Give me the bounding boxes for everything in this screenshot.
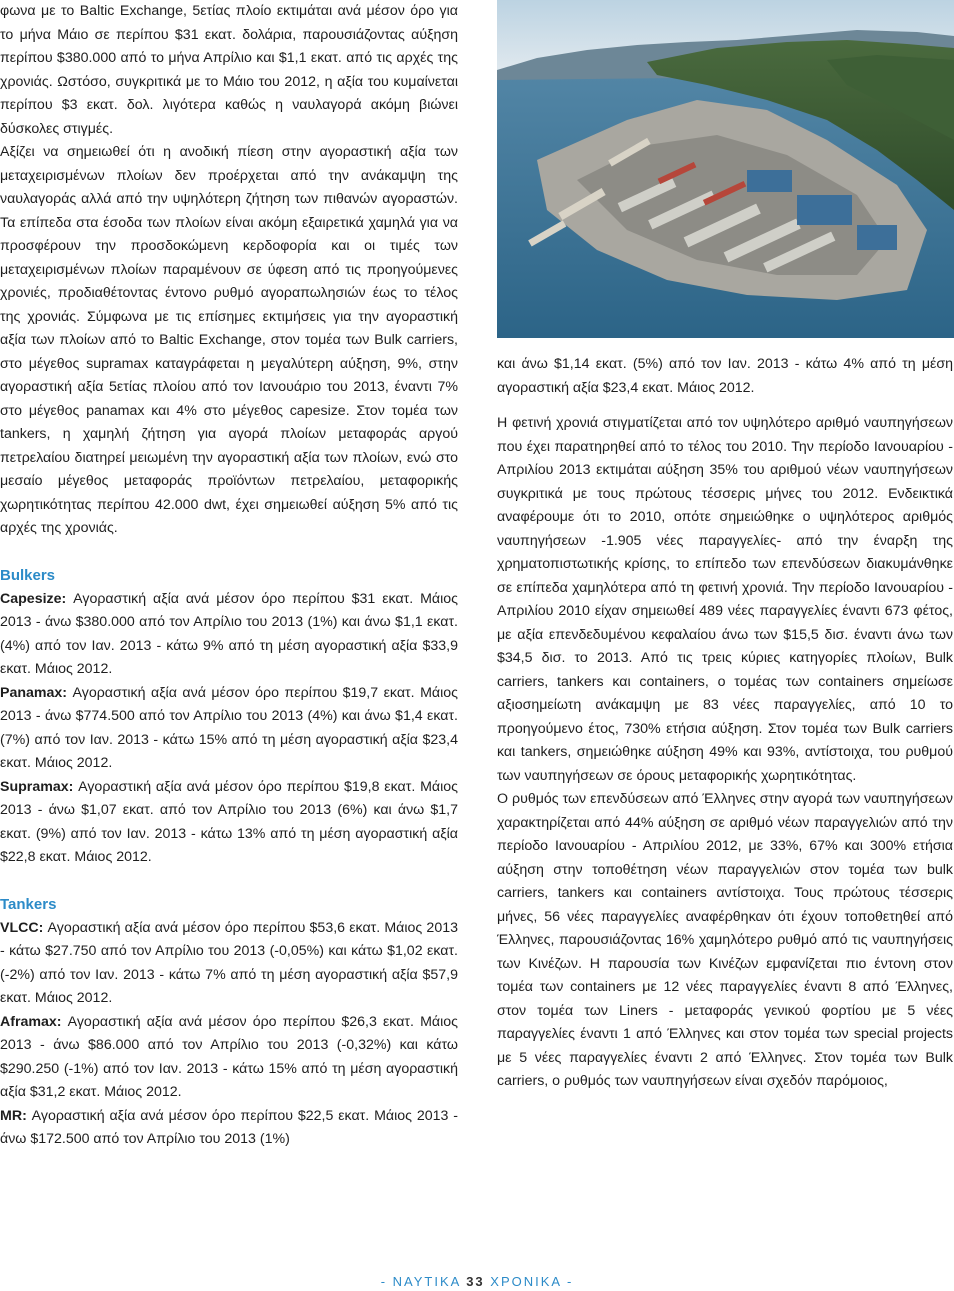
article-paragraph: φωνα με το Baltic Exchange, 5ετίας πλοίο εκτιμάται ανά μέσον όρο για το μήνα Μάιο σε περίπου $31 εκατ. δολάρια, παρουσιάζοντας αύξηση περίπου $380.000 από το μήνα Απρίλιο και $1,1 εκατ. από τις αρχές της χρονιάς. Ωστόσο, συγκριτικά με το Μάιο του 2012, η αξία του κυμαίνεται περίπου $3 εκατ. δολ. λιγότερα καθώς η ναυλαγορά ακόμη βιώνει δύσκολες στιγμές. [0,3,458,137]
aframax-text: Αγοραστική αξία ανά μέσον όρο περίπου $26,3 εκατ. Μάιος 2013 - άνω $86.000 από τον Απρίλιο του 2013 (-0,32%) και κάτω $290.250 (-1%) από τον Ιαν. 2013 - κάτω 15% από τη μέση αγοραστική αξία $31,2 εκατ. Μάιος 2012. [0,1013,458,1100]
capesize-text: Αγοραστική αξία ανά μέσον όρο περίπου $31 εκατ. Μάιος 2013 - άνω $380.000 από τον Απρίλιο του 2013 (1%) και άνω $1,1 εκατ. (4%) από τον Ιαν. 2013 - κάτω 9% από τη μέση αγοραστική αξία $33,9 εκατ. Μάιος 2012. [0,590,458,677]
panamax-text: Αγοραστική αξία ανά μέσον όρο περίπου $19,7 εκατ. Μάιος 2013 - άνω $774.500 από τον Απρίλιο του 2013 (4%) και άνω $1,4 εκατ. (7%) από τον Ιαν. 2013 - κάτω 15% από τη μέση αγοραστική αξία $23,4 εκατ. Μάιος 2012. [0,684,458,771]
shipyard-photo [497,0,954,338]
left-column [0,0,458,1152]
supramax-text: Αγοραστική αξία ανά μέσον όρο περίπου $19,8 εκατ. Μάιος 2013 - άνω $1,07 εκατ. από τον Απρίλιο του 2013 (6%) και άνω $1,7 εκατ. (9%) από τον Ιαν. 2013 - κάτω 13% από τη μέση αγοραστική αξία $22,8 εκατ. Μάιος 2012. [0,778,458,865]
footer-suffix: ΧΡΟΝΙΚΑ - [484,1274,574,1289]
article-paragraph: Ο ρυθμός των επενδύσεων από Έλληνες στην αγορά των ναυπηγήσεων χαρακτηρίζεται από 44% αύξηση σε αριθμό νέων παραγγελιών από την περίοδο Ιανουαρίου - Απριλίου 2012, με 33%, 67% και 300% ετήσια αύξηση στην τοποθέτηση νέων παραγγελιών στον τομέα των bulk carriers, tankers και containers αντίστοιχα. Τους πρώτους τέσσερις μήνες, 56 νέες παραγγελίες αναφέρθηκαν ότι έχουν τοποθετηθεί από Έλληνες, παρουσιάζοντας 16% χαμηλότερο ρυθμό από τις ναυπηγήσεις των Κινέζων. Η παρουσία των Κινέζων εμφανίζεται πιο έντονη στον τομέα των containers με 12 νέες παραγγελίες έναντι 8 από Έλληνες, στον τομέα των Liners - μεταφοράς γενικού φορτίου με 5 νέες παραγγελίες έναντι 1 από Έλληνες και στον τομέα των special projects με 5 νέες παραγγελίες έναντι 2 από Έλληνες. Στον τομέα των Bulk carriers, ο ρυθμός των ναυπηγήσεων είναι σχεδόν παρόμοιος, [497,791,953,1089]
tankers-heading: Tankers [0,896,57,913]
vlcc-entry [0,917,458,1011]
capesize-label: Capesize: [0,590,67,607]
aframax-label: Aframax: [0,1013,62,1030]
capesize-entry [0,588,458,682]
bulkers-heading: Bulkers [0,567,56,584]
footer-prefix: - ΝΑΥΤΙΚΑ [380,1274,467,1289]
mr-text: Αγοραστική αξία ανά μέσον όρο περίπου $22,5 εκατ. Μάιος 2013 - άνω $172.500 από τον Απρίλιο του 2013 (1%) [0,1107,458,1147]
supramax-label: Supramax: [0,778,74,795]
shipyard-aerial-photo-icon [497,0,954,338]
mr-entry [0,1105,458,1152]
article-paragraph: Η φετινή χρονιά στιγματίζεται από τον υψηλότερο αριθμό ναυπηγήσεων που έχει παρατηρηθεί από το τέλος του 2010. Την περίοδο Ιανουαρίου - Απριλίου 2013 εκτιμάται αύξηση 35% του αριθμού νέων ναυπηγήσεων συγκριτικά με τους πρώτους τέσσερις μήνες του 2012. Ενδεικτικά αναφέρουμε ότι το 2010, οπότε σημειώθηκε ο υψηλότερος αριθμός ναυπηγήσεων -1.905 νέες παραγγελίες- από την έναρξη της χρηματοπιστωτικής κρίσης, το επίπεδο των επενδύσεων διακυμάνθηκε σε επίπεδα χαμηλότερα από τη φετινή χρονιά. Την περίοδο Ιανουαρίου - Απριλίου 2010 είχαν σημειωθεί 489 νέες παραγγελίες έναντι 673 φέτος, με αξία επενδεδυμένου κεφαλαίου άνω των $15,5 δισ. έναντι άνω των $34,5 δισ. το 2013. Από τις τρεις κύριες κατηγορίες πλοίων, Bulk carriers, tankers και containers, ο τομέας των containers σημείωσε αξιοσημείωτη ανάκαμψη με 83 νέες παραγγελίες, από 10 το προηγούμενο έτος, 730% ετήσια αύξηση. Στον τομέα των Bulk carriers και tankers, σημειώθηκε αύξηση 49% και 93%, αντίστοιχα, του ρυθμού των ναυπηγήσεων σε όρους μεταφορικής χωρητικότητας. [497,415,953,784]
panamax-label: Panamax: [0,684,68,701]
page-footer [0,1274,954,1289]
article-paragraph: Αξίζει να σημειωθεί ότι η ανοδική πίεση στην αγοραστική αξία των μεταχειρισμένων πλοίων δεν προέρχεται από την ανάκαμψη της ναυλαγοράς αλλά από την υψηλότερη ζήτηση των πιθανών αγοραστών. Τα επίπεδα στα έσοδα των πλοίων είναι ακόμη εξαιρετικά χαμηλά για να προσφέρουν την προσδοκώμενη κερδοφορία και οι τιμές των μεταχειρισμένων πλοίων παραμένουν σε ύφεση από τις προηγούμενες χρονιές, προδιαθέτοντας έντονο ρυθμό αγοραπωλησιών έως το τέλος της χρονιάς. Σύμφωνα με τις επίσημες εκτιμήσεις για την αγοραστική αξία των πλοίων από το Baltic Exchange, στον τομέα των Bulk carriers, στο μέγεθος supramax καταγράφεται η μεγαλύτερη αύξηση, 9%, στην αγοραστική αξία 5ετίας πλοίου από τον Ιανουάριο του 2013, έναντι 7% στο μέγεθος panamax και 4% στο μέγεθος capesize. Στον τομέα των tankers, η χαμηλή ζήτηση για αγορά πλοίων μεταφοράς αργού πετρελαίου διατηρεί μειωμένη την αγοραστική αξία των πλοίων, ενώ στο μεσαίο μέγεθος μεταφοράς προϊόντων πετρελαίου, μεταφορικής χωρητικότητας περίπου 42.000 dwt, έχει σημειωθεί αύξηση 5% από τις αρχές της χρονιάς. [0,144,458,536]
panamax-entry [0,682,458,776]
right-column [497,353,953,1094]
aframax-entry [0,1011,458,1105]
vlcc-label: VLCC: [0,919,44,936]
vlcc-text: Αγοραστική αξία ανά μέσον όρο περίπου $53,6 εκατ. Μάιος 2013 - κάτω $27.750 από τον Απρίλιο του 2013 (-0,05%) και κάτω $1,02 εκατ. (-2%) από τον Ιαν. 2013 - κάτω 7% από τη μέση αγοραστική αξία $57,9 εκατ. Μάιος 2012. [0,919,458,1006]
mr-label: MR: [0,1107,27,1124]
article-paragraph: και άνω $1,14 εκατ. (5%) από τον Ιαν. 2013 - κάτω 4% από τη μέση αγοραστική αξία $23,4 εκατ. Μάιος 2012. [497,356,953,396]
supramax-entry [0,776,458,870]
page-number: 33 [466,1274,485,1289]
